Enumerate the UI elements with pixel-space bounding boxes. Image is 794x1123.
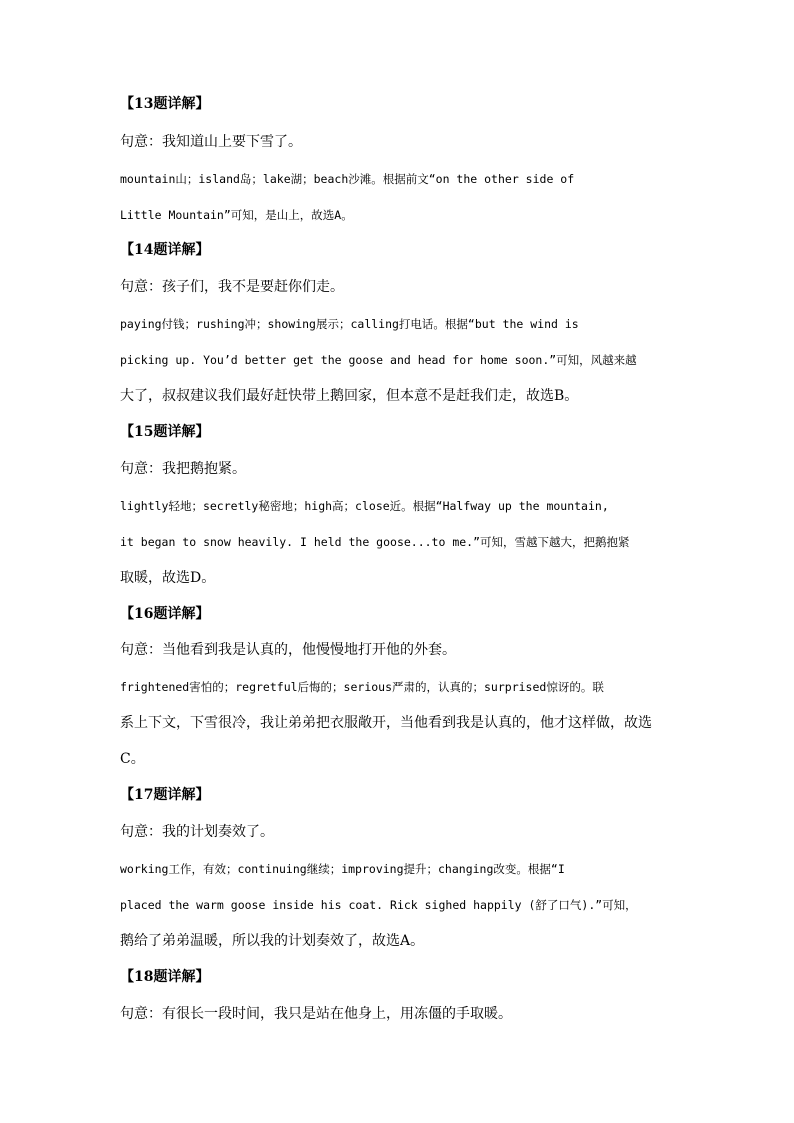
question-17-heading: 【17题详解】 bbox=[120, 787, 210, 803]
question-17-explanation: 鹅给了弟弟温暖，所以我的计划奏效了，故选A。 bbox=[120, 933, 425, 949]
question-14-meaning: 句意：孩子们，我不是要赶你们走。 bbox=[120, 279, 344, 295]
question-14-explanation: picking up. You’d better get the goose and head for home soon.”可知，风越来越 bbox=[120, 353, 637, 367]
question-13-meaning: 句意：我知道山上要下雪了。 bbox=[120, 134, 302, 150]
question-14-heading: 【14题详解】 bbox=[120, 242, 210, 258]
question-17-explanation: working工作，有效；continuing继续；improving提升；changing改变。根据“I bbox=[120, 862, 565, 876]
question-15-explanation: it began to snow heavily. I held the goose...to me.”可知，雪越下越大，把鹅抱紧 bbox=[120, 535, 630, 549]
question-16-heading: 【16题详解】 bbox=[120, 606, 210, 622]
question-18-heading: 【18题详解】 bbox=[120, 969, 210, 985]
question-13-heading: 【13题详解】 bbox=[120, 96, 210, 112]
question-15-meaning: 句意：我把鹅抱紧。 bbox=[120, 461, 246, 477]
question-13-explanation: mountain山；island岛；lake湖；beach沙滩。根据前文“on the other side of bbox=[120, 172, 575, 186]
question-13-explanation: Little Mountain”可知，是山上，故选A。 bbox=[120, 208, 353, 222]
question-17-meaning: 句意：我的计划奏效了。 bbox=[120, 824, 274, 840]
question-14-explanation: 大了，叔叔建议我们最好赶快带上鹅回家，但本意不是赶我们走，故选B。 bbox=[120, 388, 579, 404]
question-16-explanation: C。 bbox=[120, 751, 145, 767]
question-16-explanation: 系上下文，下雪很冷，我让弟弟把衣服敞开，当他看到我是认真的，他才这样做，故选 bbox=[120, 715, 652, 731]
question-16-meaning: 句意：当他看到我是认真的，他慢慢地打开他的外套。 bbox=[120, 642, 456, 658]
question-15-explanation: lightly轻地；secretly秘密地；high高；close近。根据“Halfway up the mountain, bbox=[120, 499, 609, 513]
question-16-explanation: frightened害怕的；regretful后悔的；serious严肃的，认真的；surprised惊讶的。联 bbox=[120, 680, 604, 694]
question-18-meaning: 句意：有很长一段时间，我只是站在他身上，用冻僵的手取暖。 bbox=[120, 1006, 512, 1022]
question-14-explanation: paying付钱；rushing冲；showing展示；calling打电话。根据“but the wind is bbox=[120, 317, 579, 331]
question-15-explanation: 取暖，故选D。 bbox=[120, 570, 216, 586]
question-15-heading: 【15题详解】 bbox=[120, 424, 210, 440]
document-page bbox=[120, 0, 680, 1123]
question-17-explanation: placed the warm goose inside his coat. Rick sighed happily (舒了口气).”可知， bbox=[120, 898, 637, 912]
